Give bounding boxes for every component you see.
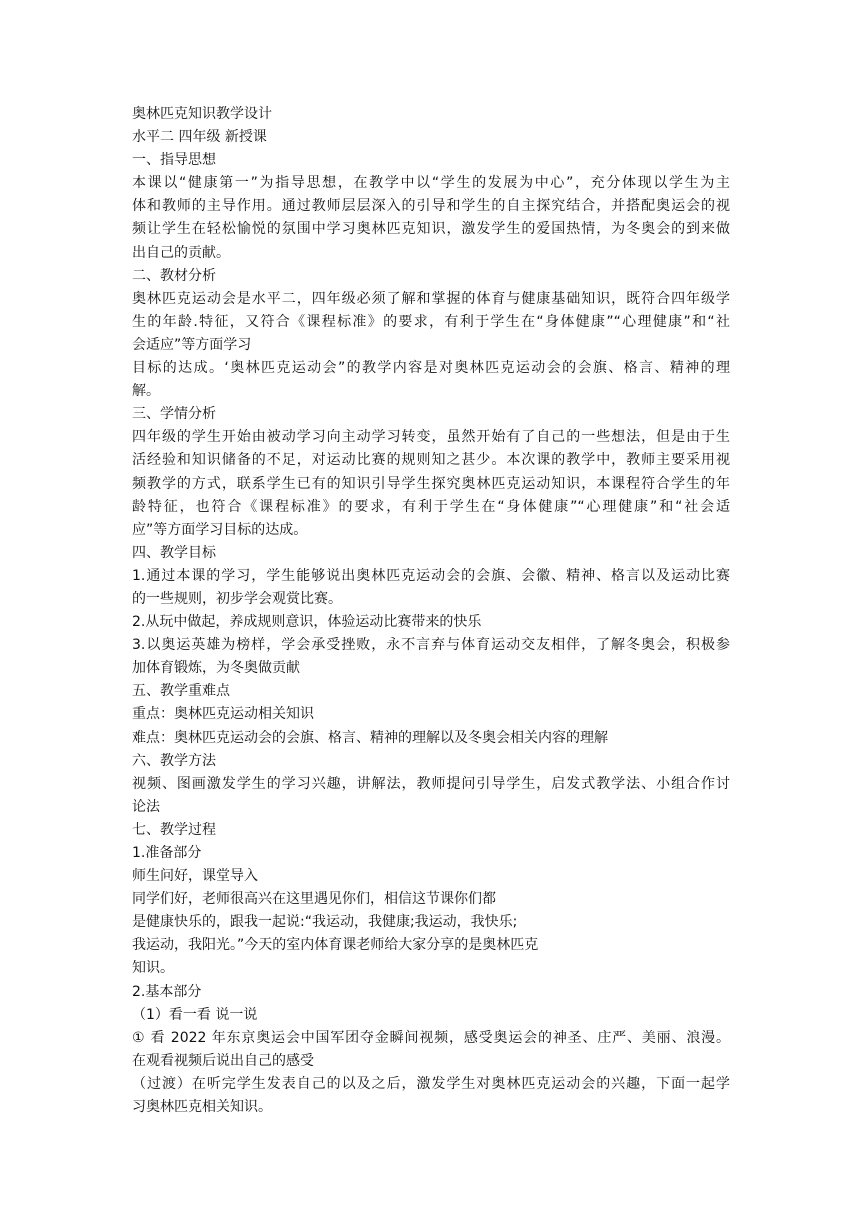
- document-line: 加体育锻炼，为冬奥做贡献: [132, 660, 300, 677]
- document-line: 我运动，我阳光。”今天的室内体育课老师给大家分享的是奥林匹克: [132, 937, 539, 954]
- document-line: 是健康快乐的，跟我一起说:“我运动，我健康;我运动，我快乐;: [132, 914, 518, 931]
- document-line: 知识。: [132, 960, 174, 977]
- document-line: （1）看一看 说一说: [132, 1006, 258, 1023]
- document-line: 水平二 四年级 新授课: [132, 129, 267, 146]
- document-line: （过渡）在听完学生发表自己的以及之后，激发学生对奥林匹克运动会的兴趣，下面一起学: [132, 1075, 730, 1092]
- document-line: 生的年龄.特征，又符合《课程标准》的要求，有利于学生在“身体健康”“心理健康”和“社: [132, 313, 730, 330]
- document-line: 六、教学方法: [132, 752, 216, 769]
- document-line: 体和教师的主导作用。通过教师层层深入的引导和学生的自主探究结合，并搭配奥运会的视: [132, 198, 730, 215]
- document-line: 二、教材分析: [132, 267, 216, 284]
- document-line: 五、教学重难点: [132, 683, 230, 700]
- document-line: 3.以奥运英雄为榜样，学会承受挫败，永不言弃与体育运动交友相伴，了解冬奥会，积极参: [132, 637, 730, 654]
- document-line: 应”等方面学习目标的达成。: [132, 521, 308, 538]
- document-line: 同学们好，老师很高兴在这里遇见你们，相信这节课你们都: [132, 891, 496, 908]
- document-line: 师生问好，课堂导入: [132, 868, 258, 885]
- document-line: 奥林匹克知识教学设计: [132, 106, 272, 122]
- document-line: 会适应”等方面学习: [132, 336, 252, 353]
- document-line: 的一些规则，初步学会观赏比赛。: [132, 590, 342, 607]
- document-body: [132, 103, 730, 1119]
- document-line: 四年级的学生开始由被动学习向主动学习转变，虽然开始有了自己的一些想法，但是由于生: [132, 429, 730, 446]
- document-line: 2.从玩中做起，养成规则意识，体验运动比赛带来的快乐: [132, 614, 482, 631]
- document-line: 1.准备部分: [132, 845, 202, 861]
- document-line: 一、指导思想: [132, 152, 216, 169]
- document-line: 1.通过本课的学习，学生能够说出奥林匹克运动会的会旗、会徽、精神、格言以及运动比赛: [132, 567, 730, 584]
- document-line: 奥林匹克运动会是水平二，四年级必须了解和掌握的体育与健康基础知识，既符合四年级学: [132, 290, 730, 307]
- document-line: 七、教学过程: [132, 821, 216, 838]
- document-line: 论法: [132, 798, 160, 815]
- document-line: 活经验和知识储备的不足，对运动比赛的规则知之甚少。本次课的教学中，教师主要采用视: [132, 452, 730, 469]
- document-line: 目标的达成。‘奥林匹克运动会”的教学内容是对奥林匹克运动会的会旗、格言、精神的理: [132, 360, 730, 377]
- document-line: 难点：奥林匹克运动会的会旗、格言、精神的理解以及冬奥会相关内容的理解: [132, 729, 608, 746]
- document-line: 习奥林匹克相关知识。: [132, 1099, 272, 1116]
- document-line: 频教学的方式，联系学生已有的知识引导学生探究奥林匹克运动知识，本课程符合学生的年: [132, 475, 730, 492]
- document-line: 重点：奥林匹克运动相关知识: [132, 706, 314, 723]
- document-line: 本课以“健康第一”为指导思想，在教学中以“学生的发展为中心”，充分体现以学生为主: [132, 175, 730, 192]
- document-line: 视频、图画激发学生的学习兴趣，讲解法，教师提问引导学生，启发式教学法、小组合作讨: [132, 775, 730, 792]
- document-line: 三、学情分析: [132, 406, 216, 423]
- document-line: 龄特征，也符合《课程标准》的要求，有利于学生在“身体健康”“心理健康”和“社会适: [132, 498, 730, 515]
- document-line: 频让学生在轻松愉悦的氛围中学习奥林匹克知识，激发学生的爱国热情，为冬奥会的到来做: [132, 221, 730, 238]
- document-line: 在观看视频后说出自己的感受: [132, 1052, 314, 1069]
- document-line: 出自己的贡献。: [132, 244, 230, 261]
- document-line: ① 看 2022 年东京奥运会中国军团夺金瞬间视频，感受奥运会的神圣、庄严、美丽、浪漫。: [132, 1029, 730, 1046]
- document-line: 解。: [132, 383, 160, 400]
- document-line: 2.基本部分: [132, 983, 202, 1000]
- document-line: 四、教学目标: [132, 544, 216, 561]
